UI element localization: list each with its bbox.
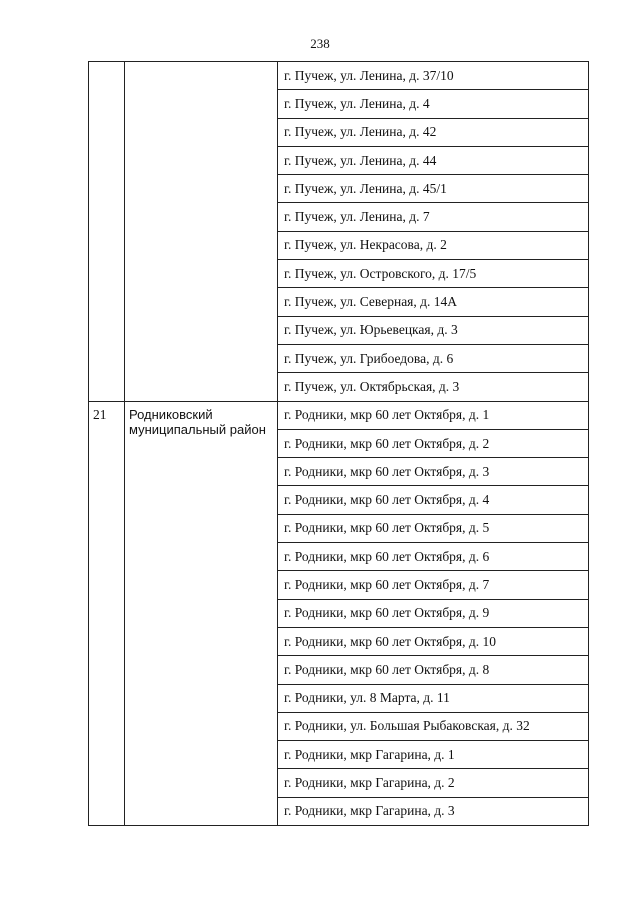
address-cell: г. Пучеж, ул. Северная, д. 14А [278, 288, 589, 316]
address-cell: г. Пучеж, ул. Ленина, д. 45/1 [278, 175, 589, 203]
address-cell: г. Пучеж, ул. Ленина, д. 7 [278, 203, 589, 231]
address-cell: г. Родники, мкр 60 лет Октября, д. 3 [278, 458, 589, 486]
address-cell: г. Родники, мкр Гагарина, д. 2 [278, 769, 589, 797]
address-cell: г. Родники, ул. Большая Рыбаковская, д. 32 [278, 712, 589, 740]
address-cell: г. Родники, мкр Гагарина, д. 3 [278, 797, 589, 825]
address-cell: г. Пучеж, ул. Ленина, д. 44 [278, 146, 589, 174]
page-number: 238 [310, 36, 330, 51]
address-cell: г. Родники, мкр 60 лет Октября, д. 10 [278, 627, 589, 655]
address-cell: г. Родники, мкр 60 лет Октября, д. 7 [278, 571, 589, 599]
table-row [89, 62, 589, 90]
address-cell: г. Пучеж, ул. Островского, д. 17/5 [278, 260, 589, 288]
address-cell: г. Пучеж, ул. Ленина, д. 42 [278, 118, 589, 146]
address-cell: г. Родники, мкр 60 лет Октября, д. 6 [278, 543, 589, 571]
address-cell: г. Родники, ул. 8 Марта, д. 11 [278, 684, 589, 712]
address-cell: г. Родники, мкр 60 лет Октября, д. 4 [278, 486, 589, 514]
address-cell: г. Родники, мкр 60 лет Октября, д. 1 [278, 401, 589, 429]
district-name [125, 62, 278, 402]
address-cell: г. Пучеж, ул. Ленина, д. 4 [278, 90, 589, 118]
address-cell: г. Родники, мкр Гагарина, д. 1 [278, 741, 589, 769]
address-cell: г. Родники, мкр 60 лет Октября, д. 8 [278, 656, 589, 684]
address-cell: г. Родники, мкр 60 лет Октября, д. 2 [278, 429, 589, 457]
address-cell: г. Родники, мкр 60 лет Октября, д. 5 [278, 514, 589, 542]
address-cell: г. Пучеж, ул. Ленина, д. 37/10 [278, 62, 589, 90]
row-number [89, 62, 125, 402]
address-table [88, 61, 589, 826]
address-cell: г. Пучеж, ул. Некрасова, д. 2 [278, 231, 589, 259]
row-number: 21 [89, 401, 125, 825]
address-cell: г. Родники, мкр 60 лет Октября, д. 9 [278, 599, 589, 627]
address-cell: г. Пучеж, ул. Юрьевецкая, д. 3 [278, 316, 589, 344]
address-cell: г. Пучеж, ул. Октябрьская, д. 3 [278, 373, 589, 401]
district-name: Родниковский муниципальный район [125, 401, 278, 825]
address-cell: г. Пучеж, ул. Грибоедова, д. 6 [278, 344, 589, 372]
table-row [89, 401, 589, 429]
